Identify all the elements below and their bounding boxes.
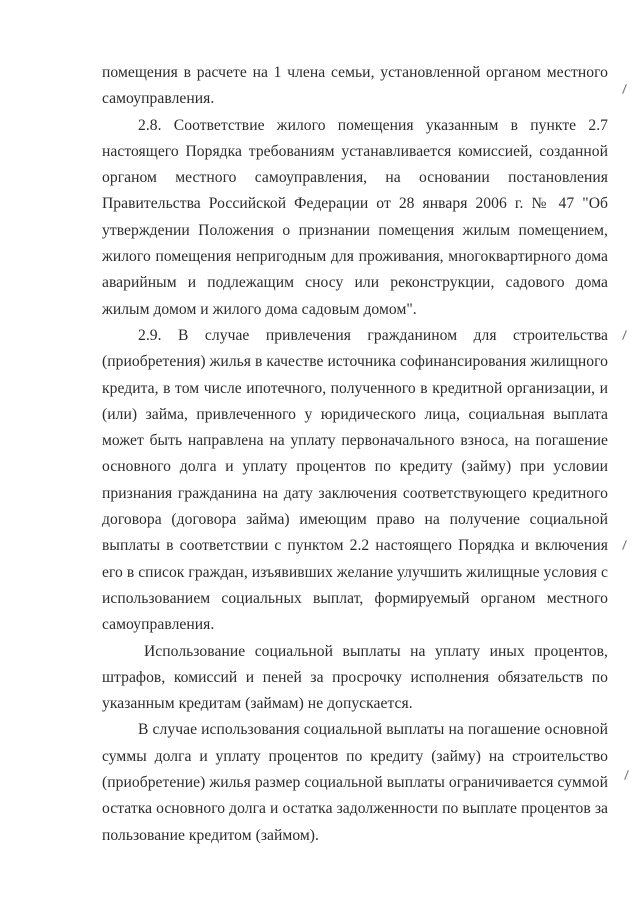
paragraph-payment-limit: В случае использования социальной выплаты на погашение основной суммы долга и уплату процентов по кредиту (займу) на строительство (приобретение) жилья размер социальной выплаты ограничивается суммой остатка основного долга и остатка задолженности по выплате процентов за пользование кредитом (займом). [102,721,608,844]
paragraph-continuation: помещения в расчете на 1 члена семьи, установленной органом местного самоуправления. [102,64,608,108]
margin-scan-mark [622,84,627,94]
paragraph-usage-restriction: Использование социальной выплаты на уплату иных процентов, штрафов, комиссий и пеней за просрочку исполнения обязательств по указанным кредитам (займам) не допускается. [102,642,608,713]
margin-scan-mark [622,330,627,340]
margin-scan-mark [624,770,629,780]
margin-scan-mark [622,540,627,550]
document-body [102,60,608,849]
paragraph-2-8: 2.8. Соответствие жилого помещения указанным в пункте 2.7 настоящего Порядка требованиям устанавливается комиссией, созданной органом местного самоуправления, на основании постановления Правительства Российской Федерации от 28 января 2006 г. № 47 "Об утверждении Положения о признании помещения жилым помещением, жилого помещения непригодным для проживания, многоквартирного дома аварийным и подлежащим сносу или реконструкции, садового дома жилым домом и жилого дома садовым домом". [102,116,608,318]
paragraph-2-9: 2.9. В случае привлечения гражданином для строительства (приобретения) жилья в качестве источника софинансирования жилищного кредита, в том числе ипотечного, полученного в кредитной организации, и (или) займа, привлеченного у юридического лица, социальная выплата может быть направлена на уплату первоначального взноса, на погашение основного долга и уплату процентов по кредиту (займу) при условии признания гражданина на дату заключения соответствующего кредитного договора (договора займа) имеющим право на получение социальной выплаты в соответствии с пунктом 2.2 настоящего Порядка и включения его в список граждан, изъявивших желание улучшить жилищные условия с использованием социальных выплат, формируемый органом местного самоуправления. [102,326,608,634]
